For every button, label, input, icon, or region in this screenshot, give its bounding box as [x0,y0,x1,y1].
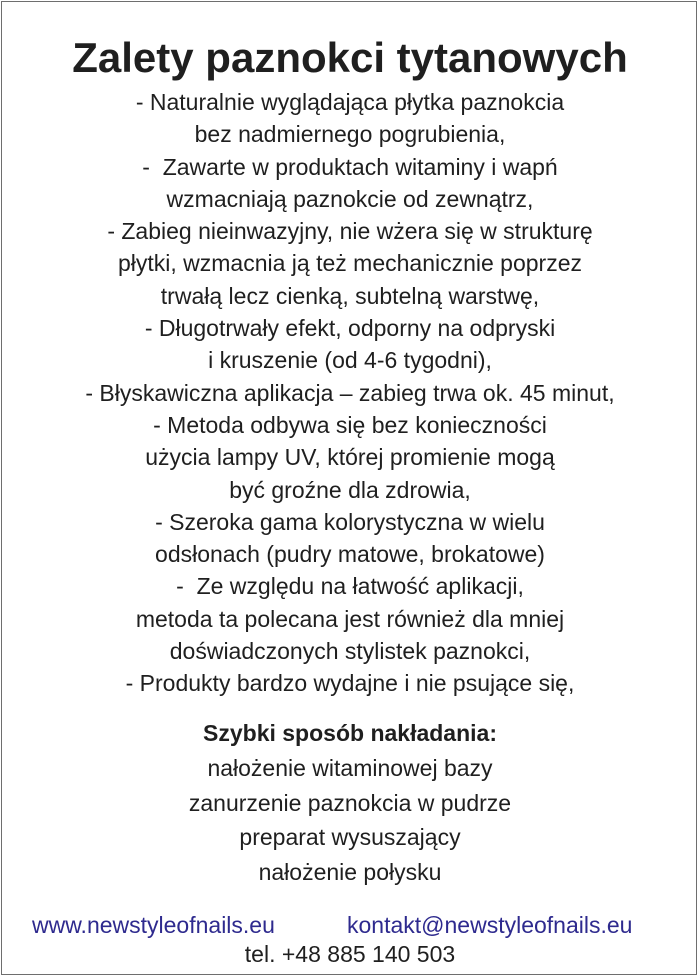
steps-heading: Szybki sposób nakładania: [203,720,497,746]
benefit-line: bez nadmiernego pogrubienia, [194,121,506,148]
benefit-line: - Błyskawiczna aplikacja – zabieg trwa ok. 45 minut, [85,379,615,406]
step-item: zanurzenie paznokcia w pudrze [188,789,512,816]
benefit-line: - Długotrwały efekt, odporny na odpryski [144,315,556,342]
benefit-line: - Ze względu na łatwość aplikacji, [176,573,524,600]
benefit-line: użycia lampy UV, której promienie mogą [145,444,555,471]
benefit-line: - Szeroka gama kolorystyczna w wielu [155,508,545,535]
step-item: nałożenie połysku [258,858,442,885]
benefit-line: być groźne dla zdrowia, [229,476,471,503]
phone-number: tel. +48 885 140 503 [244,941,456,967]
website-link[interactable]: www.newstyleofnails.eu [32,912,275,938]
benefit-line: trwałą lecz cienką, subtelną warstwę, [160,282,540,309]
benefit-line: płytki, wzmacnia ją też mechanicznie poprzez [117,250,583,277]
step-item: preparat wysuszający [239,824,461,850]
benefit-line: - Metoda odbywa się bez konieczności [153,411,547,438]
benefit-line: i kruszenie (od 4-6 tygodni), [208,347,492,374]
benefit-line: - Naturalnie wyglądająca płytka paznokcia [135,89,565,115]
benefits-list [0,86,700,700]
contact-row [0,908,700,942]
benefit-line: - Zawarte w produktach witaminy i wapń [142,153,558,180]
email-link[interactable]: kontakt@newstyleofnails.eu [347,912,633,938]
page-title: Zalety paznokci tytanowych [72,34,628,81]
benefit-line: doświadczonych stylistek paznokci, [169,638,531,665]
benefit-line: - Produkty bardzo wydajne i nie psujące się, [125,670,575,697]
benefit-line: odsłonach (pudry matowe, brokatowe) [155,541,545,568]
steps-list [0,751,700,889]
step-item: nałożenie witaminowej bazy [207,755,493,781]
benefit-line: wzmacniają paznokcie od zewnątrz, [166,185,534,212]
benefit-line: - Zabieg nieinwazyjny, nie wżera się w strukturę [107,218,593,245]
benefit-line: metoda ta polecana jest również dla mniej [135,605,565,632]
